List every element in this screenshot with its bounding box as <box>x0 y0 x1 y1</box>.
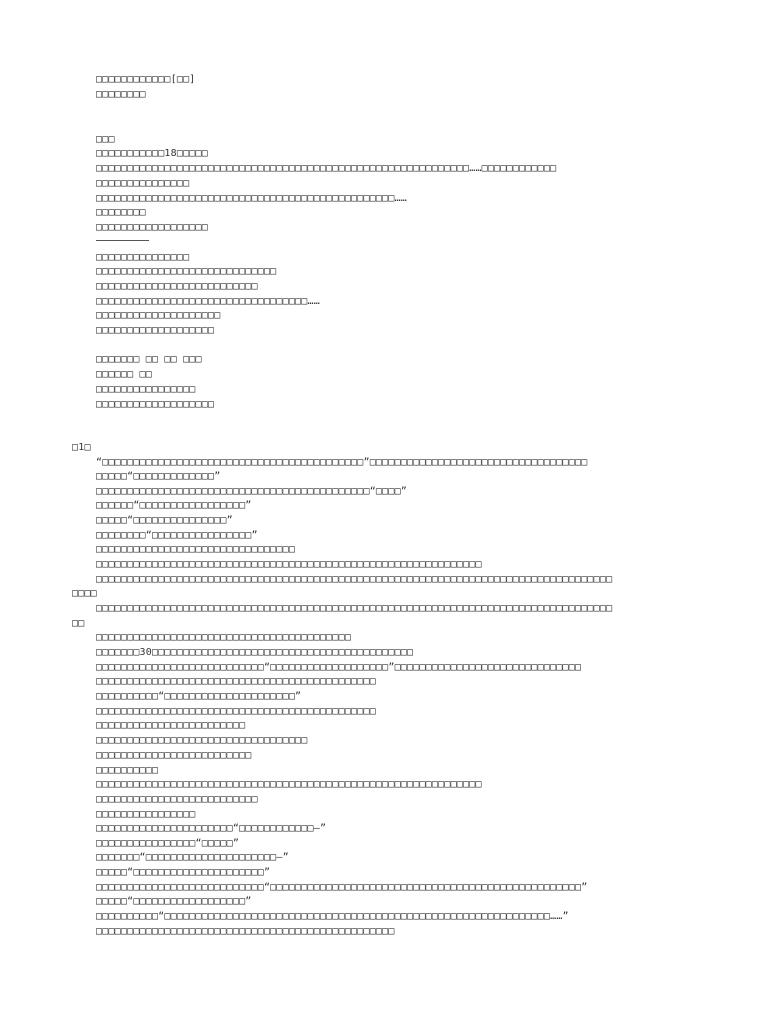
chapter-line: □□□□□□□□□□□□□□□□□□□□□□□□□□□□□□□□□□□□□□□□□□□□□□□□□□□□□□□□□□□□□□□□□□□□□□□□□□□□□□□□□□□ <box>96 574 613 585</box>
chapter-line: □□□□□□□□□□□□□□□□ <box>96 809 196 820</box>
chapter-line: □□□□□□□□□□□□□□□□□□□□□□“□□□□□□□□□□□□—” <box>96 823 327 834</box>
chapter-line: □□□□□□□□□□□□□□□□□□□□□□□□□□□□□□□□□□□□□□□□□□□□□□□□□□□□□□□□□□□□□□ <box>96 559 482 570</box>
chapter-heading: □1□ <box>72 442 91 453</box>
intro-line: □□□□□□□□ <box>96 207 146 218</box>
intro-line: □□□□□□□□□□□□□□□□□□ <box>96 222 208 233</box>
chapter-line: “□□□□□□□□□□□□□□□□□□□□□□□□□□□□□□□□□□□□□□□□□□”□□□□□□□□□□□□□□□□□□□□□□□□□□□□□□□□□□□ <box>96 457 588 468</box>
chapter-line: □□□□□□□□□□□□□□□□□□□□□□□□□□□“□□□□□□□□□□□□□□□□□□□”□□□□□□□□□□□□□□□□□□□□□□□□□□□□□□ <box>96 662 582 673</box>
chapter-line: □□□□□□□□□□□□□□□□□□□□□□□□□□□□□□□□□□□□□□□□□□□□□ <box>96 676 376 687</box>
chapter-line: □□□□□□□□□□“□□□□□□□□□□□□□□□□□□□□□□□□□□□□□□□□□□□□□□□□□□□□□□□□□□□□□□□□□□□□□□……” <box>96 911 569 922</box>
chapter-line: □□□□□□□□□□□□□□□□□□□□□□□□□□ <box>96 794 258 805</box>
block2-line: □□□□□□□□□□□□□□□□□□□□ <box>96 310 221 321</box>
block3-line: □□□□□□□ □□ □□ □□□ <box>96 354 202 365</box>
chapter-line: □□□□□“□□□□□□□□□□□□□□□” <box>96 515 233 526</box>
section-divider <box>96 240 149 241</box>
chapter-line: □□□□□□□□□□□□□□□□□□□□□□□□□□□□□□□□□□□□□□□□□□□□□□□□□□□□□□□□□□□□□□ <box>96 779 482 790</box>
chapter-line: □□□□□□□□□□□□□□□□□□□□□□□□□□□□□□□□□□□□□□□□□□□□□□□□□□□□□□□□□□□□□□□□□□□□□□□□□□□□□□□□□□□ <box>96 603 613 614</box>
block2-line: □□□□□□□□□□□□□□□□□□□□□□□□□□□□□□□□□□…… <box>96 296 320 307</box>
block2-line: □□□□□□□□□□□□□□□ <box>96 252 190 263</box>
chapter-line: □□□□□□“□□□□□□□□□□□□□□□□□” <box>96 500 252 511</box>
intro-line: □□□□□□□□□□□□□□□□□□□□□□□□□□□□□□□□□□□□□□□□□□□□□□□□□□□□□□□□□□□□……□□□□□□□□□□□□ <box>96 163 557 174</box>
chapter-line: □□□□□“□□□□□□□□□□□□□□□□□□” <box>96 896 252 907</box>
chapter-line: □□□□□□□□“□□□□□□□□□□□□□□□□” <box>96 530 258 541</box>
block3-line: □□□□□□□□□□□□□□□□ <box>96 384 196 395</box>
chapter-line: □□□□□“□□□□□□□□□□□□□” <box>96 471 221 482</box>
chapter-line: □□□□□□□□□□□□□□□□□□□□□□□□□□□□□□□□□□□□□□□□□ <box>96 632 352 643</box>
intro-line: □□□□□□□□□□□18□□□□□ <box>96 148 208 159</box>
chapter-line: □□□□□□□□□□□□□□□□□□□□□□□□□□□□□□□□□□□□□□□□□□□□□□□□ <box>96 926 395 937</box>
chapter-line-wrap: □□□□ <box>72 588 97 599</box>
chapter-line: □□□□□“□□□□□□□□□□□□□□□□□□□□□” <box>96 867 271 878</box>
block3-line: □□□□□□ □□ <box>96 369 152 380</box>
chapter-line: □□□□□□□□□□“□□□□□□□□□□□□□□□□□□□□□” <box>96 691 302 702</box>
chapter-line: □□□□□□□□□□ <box>96 765 159 776</box>
block2-line: □□□□□□□□□□□□□□□□□□□□□□□□□□□□□ <box>96 266 277 277</box>
block2-line: □□□□□□□□□□□□□□□□□□□ <box>96 325 215 336</box>
chapter-line: □□□□□□□□□□□□□□□□□□□□□□□□□□□□□□□□□□ <box>96 735 308 746</box>
chapter-line: □□□□□□□30□□□□□□□□□□□□□□□□□□□□□□□□□□□□□□□□□□□□□□□□□□ <box>96 647 414 658</box>
intro-line: □□□□□□□□□□□□□□□ <box>96 178 190 189</box>
chapter-line: □□□□□□□□□□□□□□□□□□□□□□□□□ <box>96 750 252 761</box>
chapter-line: □□□□□□□□□□□□□□□□□□□□□□□□□□□□□□□□ <box>96 544 296 555</box>
intro-line: □□□□□□□□□□□□□□□□□□□□□□□□□□□□□□□□□□□□□□□□□□□□□□□□…… <box>96 193 408 204</box>
block2-line: □□□□□□□□□□□□□□□□□□□□□□□□□□ <box>96 281 258 292</box>
chapter-line: □□□□□□□“□□□□□□□□□□□□□□□□□□□□□—” <box>96 852 289 863</box>
intro-label: □□□ <box>96 134 115 145</box>
chapter-line: □□□□□□□□□□□□□□□□□□□□□□□□□□□□□□□□□□□□□□□□□□□□□ <box>96 706 376 717</box>
block3-line: □□□□□□□□□□□□□□□□□□□ <box>96 399 215 410</box>
document-subtitle: □□□□□□□□ <box>96 89 146 100</box>
document-title: □□□□□□□□□□□□[□□] <box>96 74 196 85</box>
chapter-line: □□□□□□□□□□□□□□□□“□□□□□” <box>96 838 240 849</box>
chapter-line: □□□□□□□□□□□□□□□□□□□□□□□□ <box>96 720 246 731</box>
chapter-line: □□□□□□□□□□□□□□□□□□□□□□□□□□□“□□□□□□□□□□□□□□□□□□□□□□□□□□□□□□□□□□□□□□□□□□□□□□□□□□” <box>96 882 588 893</box>
chapter-line-wrap: □□ <box>72 618 85 629</box>
chapter-line: □□□□□□□□□□□□□□□□□□□□□□□□□□□□□□□□□□□□□□□□□□□□“□□□□” <box>96 486 408 497</box>
